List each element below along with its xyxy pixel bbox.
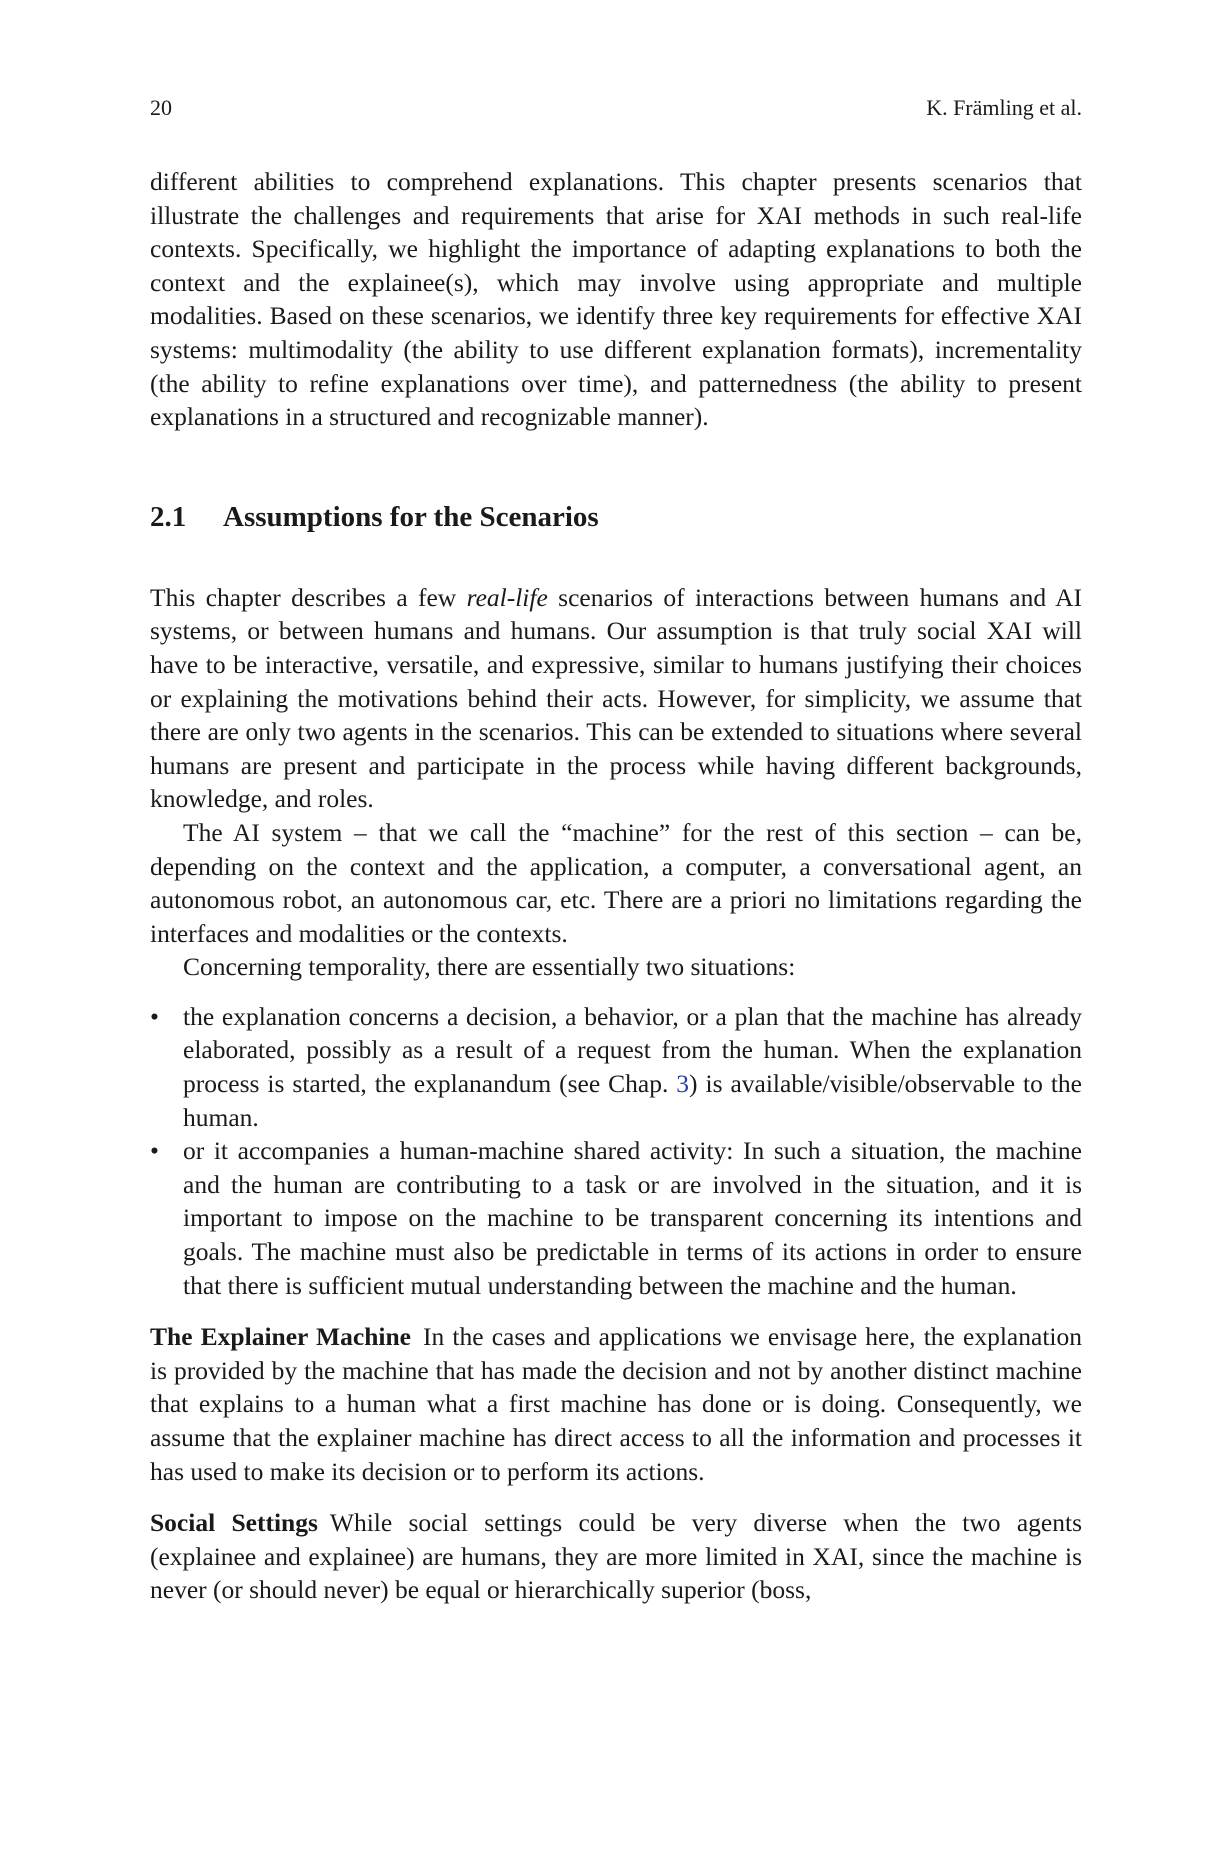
emphasis-real-life: real-life	[466, 582, 548, 612]
section-title: Assumptions for the Scenarios	[223, 500, 599, 533]
paragraph-assumptions-start: This chapter describes a few	[150, 582, 467, 612]
intro-paragraph: different abilities to comprehend explanations. This chapter presents scenarios that illustrate the challenges and requirements that arise for XAI methods in such real-life contexts. Specifically, we highlight the importance of adapting explanations to both the context and the explainee(s), which may involve using appropriate and multiple modalities. Based on these scenarios, we identify three key requirements for effective XAI systems: multimodality (the ability to use different explanation formats), incrementality (the ability to refine explanations over time), and patternedness (the ability to present explanations in a structured and recognizable manner).	[150, 167, 1082, 432]
paragraph-explainer-machine	[150, 1320, 1082, 1488]
running-head	[150, 95, 1082, 121]
bullet-icon: •	[150, 1136, 159, 1166]
run-in-heading-social-settings: Social Settings	[150, 1508, 318, 1538]
explainer-machine-text: In the cases and applications we envisage here, the explanation is provided by the machine that has made the decision and not by another distinct machine that explains to a human what a first machine has done or is doing. Consequently, we assume that the explainer machine has direct access to all the information and processes it has used to make its decision or to perform its actions.	[150, 1322, 1082, 1486]
list-item-1-end: ) is available/visible/observable to the human.	[183, 1069, 1082, 1132]
chapter-3-link[interactable]: 3	[676, 1069, 690, 1099]
running-head-authors: K. Främling et al.	[926, 95, 1082, 120]
list-item	[150, 1134, 1082, 1302]
list-item	[150, 1000, 1082, 1134]
section-heading	[150, 500, 1082, 534]
paragraph-temporality: Concerning temporality, there are essentially two situations:	[183, 952, 796, 982]
social-settings-text: While social settings could be very diverse when the two agents (explainee and explainee) are humans, they are more limited in XAI, since the machine is never (or should never) be equal or hierarchically superior (boss,	[150, 1508, 1082, 1605]
paragraph-ai-system: The AI system – that we call the “machine” for the rest of this section – can be, depending on the context and the application, a computer, a conversational agent, an autonomous robot, an autonomous car, etc. There are a priori no limitations regarding the interfaces and modalities or the contexts.	[150, 817, 1082, 948]
page-number: 20	[150, 95, 172, 120]
list-item-2-text: or it accompanies a human-machine shared activity: In such a situation, the machine and the human are contributing to a task or are involved in the situation, and it is important to impose on the machine to be transparent concerning its intentions and goals. The machine must also be predictable in terms of its actions in order to ensure that there is sufficient mutual understanding between the machine and the human.	[183, 1136, 1082, 1300]
paragraph-assumptions	[150, 581, 1082, 816]
run-in-heading-explainer-machine: The Explainer Machine	[150, 1322, 411, 1352]
bullet-icon: •	[150, 1001, 159, 1031]
section-number: 2.1	[150, 500, 187, 533]
temporality-list	[150, 1000, 1082, 1302]
paragraph-assumptions-rest: scenarios of interactions between humans and AI systems, or between humans and humans. Our assumption is that truly social XAI will have to be interactive, versatile, and expressive, similar to humans justifying their choices or explaining the motivations behind their acts. However, for simplicity, we assume that there are only two agents in the scenarios. This can be extended to situations where several humans are present and participate in the process while having different backgrounds, knowledge, and roles.	[150, 582, 1082, 814]
list-item-1-start: the explanation concerns a decision, a behavior, or a plan that the machine has already elaborated, possibly as a result of a request from the human. When the explanation process is started, the explanandum (see Chap.	[183, 1001, 1082, 1099]
page	[150, 95, 1082, 1607]
paragraph-social-settings	[150, 1506, 1082, 1607]
